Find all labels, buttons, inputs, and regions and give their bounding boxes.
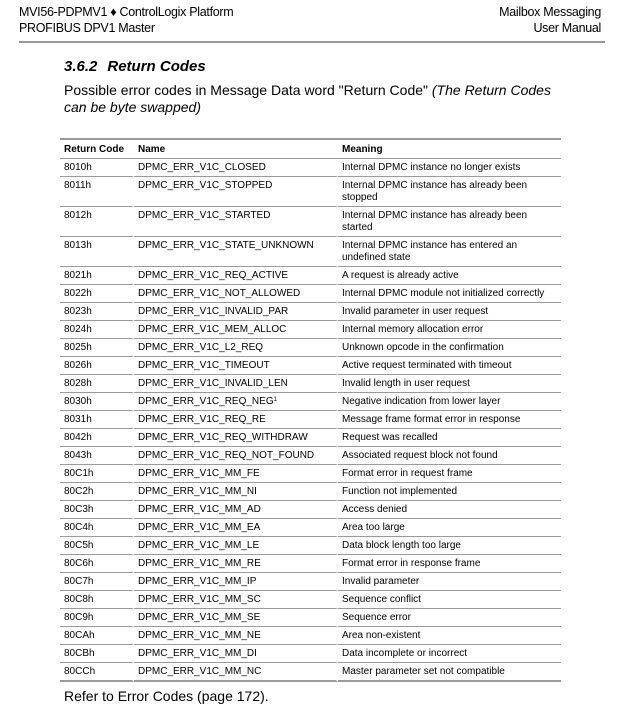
error-name-cell [134,555,338,573]
error-name-text: DPMC_ERR_V1C_MM_FE [138,468,260,479]
error-name-cell [134,465,338,483]
error-name-cell [134,177,338,207]
error-name-cell [134,447,338,465]
meaning-cell: Associated request block not found [338,447,561,465]
return-code-cell: 80C2h [60,483,134,501]
table-row [60,411,561,429]
error-name-text: DPMC_ERR_V1C_MM_IP [138,576,257,587]
table-header-row [60,138,561,159]
table-row [60,375,561,393]
table-row [60,501,561,519]
table-row [60,645,561,663]
return-code-cell: 8028h [60,375,134,393]
meaning-cell: Internal DPMC instance has entered an undefined state [338,237,561,267]
column-header-return-code: Return Code [60,138,134,159]
table-row [60,555,561,573]
table-row [60,447,561,465]
meaning-cell: Data incomplete or incorrect [338,645,561,663]
table-row [60,303,561,321]
table-row [60,267,561,285]
table-row [60,393,561,411]
meaning-cell: Internal DPMC instance no longer exists [338,159,561,177]
return-code-cell: 8026h [60,357,134,375]
meaning-cell: Internal DPMC module not initialized correctly [338,285,561,303]
table-row [60,627,561,645]
error-name-text: DPMC_ERR_V1C_NOT_ALLOWED [138,288,301,299]
error-name-text: DPMC_ERR_V1C_MM_SC [138,594,261,605]
table-row [60,207,561,237]
return-code-cell: 80C3h [60,501,134,519]
error-name-text: DPMC_ERR_V1C_STATE_UNKNOWN [138,240,314,251]
table-row [60,537,561,555]
meaning-cell: Access denied [338,501,561,519]
error-name-cell [134,537,338,555]
error-name-cell [134,237,338,267]
table-row [60,177,561,207]
error-name-text: DPMC_ERR_V1C_L2_REQ [138,342,264,353]
error-name-text: DPMC_ERR_V1C_MM_DI [138,648,257,659]
meaning-cell: Internal DPMC instance has already been stopped [338,177,561,207]
footnote-marker: 1 [273,397,277,403]
table-body [60,159,561,682]
meaning-cell: Active request terminated with timeout [338,357,561,375]
header-chapter: Mailbox Messaging [499,5,601,19]
return-code-cell: 8031h [60,411,134,429]
table-row [60,519,561,537]
error-name-text: DPMC_ERR_V1C_TIMEOUT [138,360,270,371]
table-row [60,483,561,501]
intro-note: (The Return Codes can be byte swapped) [64,82,551,115]
meaning-cell: Invalid length in user request [338,375,561,393]
intro-paragraph [64,82,564,116]
return-code-cell: 80C6h [60,555,134,573]
meaning-cell: Invalid parameter in user request [338,303,561,321]
error-name-text: DPMC_ERR_V1C_MEM_ALLOC [138,324,287,335]
meaning-cell: Area too large [338,519,561,537]
error-name-text: DPMC_ERR_V1C_REQ_RE [138,414,266,425]
table-row [60,573,561,591]
table-row [60,465,561,483]
error-name-text: DPMC_ERR_V1C_REQ_WITHDRAW [138,432,308,443]
error-name-text: DPMC_ERR_V1C_MM_RE [138,558,261,569]
table-row [60,285,561,303]
error-name-cell [134,645,338,663]
table-row [60,321,561,339]
meaning-cell: Data block length too large [338,537,561,555]
return-code-cell: 80C8h [60,591,134,609]
error-name-cell [134,207,338,237]
return-code-cell: 80C9h [60,609,134,627]
running-header-right [499,4,601,36]
header-product-line: MVI56-PDPMV1 ♦ ControlLogix Platform [19,5,234,19]
meaning-cell: Sequence conflict [338,591,561,609]
error-name-cell [134,609,338,627]
meaning-cell: Unknown opcode in the confirmation [338,339,561,357]
meaning-cell: Request was recalled [338,429,561,447]
return-code-cell: 80CCh [60,663,134,682]
header-divider [19,41,605,43]
error-name-cell [134,429,338,447]
return-code-cell: 8010h [60,159,134,177]
return-code-cell: 80CBh [60,645,134,663]
cross-reference-text: Refer to Error Codes (page 172). [64,688,269,704]
error-name-text: DPMC_ERR_V1C_INVALID_LEN [138,378,288,389]
section-title: Return Codes [107,58,206,75]
return-code-cell: 80CAh [60,627,134,645]
error-name-cell [134,591,338,609]
return-code-cell: 8012h [60,207,134,237]
error-name-cell [134,411,338,429]
return-code-cell: 8024h [60,321,134,339]
error-name-text: DPMC_ERR_V1C_STARTED [138,210,271,221]
return-code-cell: 8011h [60,177,134,207]
running-header-left [19,4,233,36]
header-product-subtitle: PROFIBUS DPV1 Master [19,21,155,35]
meaning-cell: Internal memory allocation error [338,321,561,339]
return-code-cell: 80C5h [60,537,134,555]
table-row [60,159,561,177]
meaning-cell: A request is already active [338,267,561,285]
error-name-text: DPMC_ERR_V1C_REQ_NOT_FOUND [138,450,315,461]
table-row [60,663,561,682]
return-code-cell: 8023h [60,303,134,321]
error-name-cell [134,375,338,393]
error-name-text: DPMC_ERR_V1C_REQ_NEG [138,396,274,407]
error-name-text: DPMC_ERR_V1C_MM_NE [138,630,261,641]
column-header-meaning: Meaning [338,138,561,159]
meaning-cell: Negative indication from lower layer [338,393,561,411]
meaning-cell: Format error in response frame [338,555,561,573]
table-row [60,429,561,447]
table-row [60,357,561,375]
error-name-text: DPMC_ERR_V1C_MM_SE [138,612,261,623]
column-header-name: Name [134,138,338,159]
error-name-text: DPMC_ERR_V1C_MM_NI [138,486,257,497]
return-code-cell: 80C4h [60,519,134,537]
error-name-cell [134,303,338,321]
return-codes-table [60,138,561,682]
error-name-text: DPMC_ERR_V1C_INVALID_PAR [138,306,289,317]
error-name-text: DPMC_ERR_V1C_STOPPED [138,180,273,191]
error-name-text: DPMC_ERR_V1C_MM_LE [138,540,260,551]
return-code-cell: 8022h [60,285,134,303]
return-code-cell: 8021h [60,267,134,285]
meaning-cell: Sequence error [338,609,561,627]
meaning-cell: Invalid parameter [338,573,561,591]
error-name-cell [134,285,338,303]
error-name-text: DPMC_ERR_V1C_MM_NC [138,666,262,677]
meaning-cell: Area non-existent [338,627,561,645]
intro-text: Possible error codes in Message Data word "Return Code" [64,82,432,98]
return-code-cell: 8042h [60,429,134,447]
error-name-cell [134,501,338,519]
error-name-cell [134,339,338,357]
meaning-cell: Format error in request frame [338,465,561,483]
meaning-cell: Message frame format error in response [338,411,561,429]
error-name-text: DPMC_ERR_V1C_MM_AD [138,504,261,515]
error-name-cell [134,519,338,537]
meaning-cell: Internal DPMC instance has already been started [338,207,561,237]
return-code-cell: 8013h [60,237,134,267]
return-code-cell: 8043h [60,447,134,465]
table-row [60,609,561,627]
error-name-cell [134,393,338,411]
error-name-cell [134,267,338,285]
meaning-cell: Function not implemented [338,483,561,501]
table-row [60,591,561,609]
return-code-cell: 8025h [60,339,134,357]
error-name-cell [134,573,338,591]
error-name-text: DPMC_ERR_V1C_MM_EA [138,522,261,533]
error-name-cell [134,357,338,375]
error-name-text: DPMC_ERR_V1C_CLOSED [138,162,266,173]
error-name-cell [134,321,338,339]
table-row [60,237,561,267]
header-manual: User Manual [533,21,601,35]
meaning-cell: Master parameter set not compatible [338,663,561,682]
error-name-cell [134,627,338,645]
return-code-cell: 8030h [60,393,134,411]
error-name-cell [134,159,338,177]
return-code-cell: 80C1h [60,465,134,483]
error-name-cell [134,663,338,682]
error-name-cell [134,483,338,501]
error-name-text: DPMC_ERR_V1C_REQ_ACTIVE [138,270,289,281]
section-number: 3.6.2 [64,58,98,75]
table-row [60,339,561,357]
return-code-cell: 80C7h [60,573,134,591]
section-heading [64,58,206,75]
